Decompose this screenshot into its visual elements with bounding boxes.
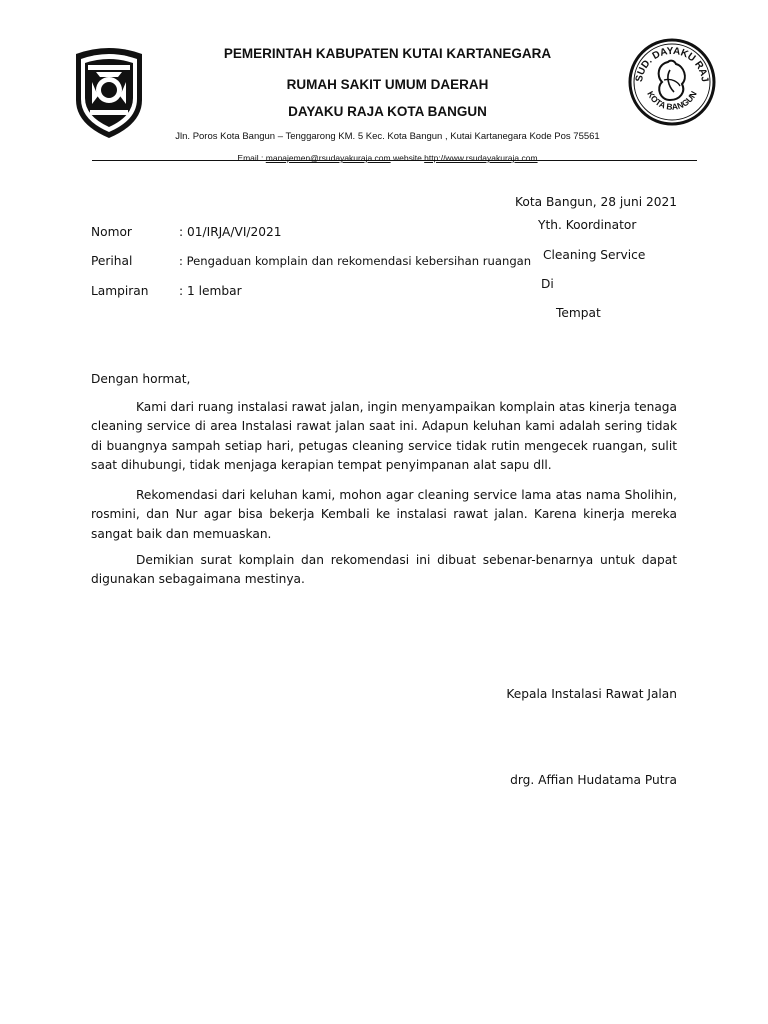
recipient-line-3: Di xyxy=(541,277,554,291)
place-date: Kota Bangun, 28 juni 2021 xyxy=(515,195,677,209)
hospital-name: DAYAKU RAJA KOTA BANGUN xyxy=(288,104,487,119)
signatory-title: Kepala Instalasi Rawat Jalan xyxy=(506,687,677,701)
rsud-dayaku-raja-logo xyxy=(628,36,716,128)
email-label: Email : xyxy=(237,153,266,163)
website-link[interactable]: http://www.rsudayakuraja.com xyxy=(424,153,538,163)
hospital-address: Jln. Poros Kota Bangun – Tenggarong KM. 5 Kec. Kota Bangun , Kutai Kartanegara Kode Pos 75561 xyxy=(175,131,600,142)
svg-text:RSUD. DAYAKU RAJA xyxy=(628,36,710,83)
recipient-line-4: Tempat xyxy=(556,306,601,320)
kutai-kartanegara-logo xyxy=(68,44,150,140)
recipient-line-1: Yth. Koordinator xyxy=(538,218,637,232)
body-paragraph-1: Kami dari ruang instalasi rawat jalan, ingin menyampaikan komplain atas kinerja tenaga cleaning service di area Instalasi rawat jalan saat ini. Adapun keluhan kami adalah sering tidak di buangnya sampah setiap hari, petugas cleaning service tidak rutin mengecek ruangan, sulit saat dihubungi, tidak menjaga kerapian tempat penyimpanan alat sapu dll. xyxy=(91,400,677,472)
meta-value-lampiran: : 1 lembar xyxy=(179,284,242,298)
website-label: website xyxy=(390,153,425,163)
signatory-name: drg. Affian Hudatama Putra xyxy=(510,773,677,787)
hospital-contact xyxy=(150,153,625,163)
recipient-line-2: Cleaning Service xyxy=(543,248,646,262)
logo-bottom-text: KOTA BANGUN xyxy=(645,89,699,112)
meta-label-nomor: Nomor xyxy=(91,225,132,239)
email-link[interactable]: manajemen@rsudayakuraja.com xyxy=(265,153,391,163)
body-paragraph-3: Demikian surat komplain dan rekomendasi ini dibuat sebenar-benarnya untuk dapat digunakan sebagaimana mestinya. xyxy=(91,553,677,587)
meta-label-perihal: Perihal xyxy=(91,254,133,268)
hospital-type: RUMAH SAKIT UMUM DAERAH xyxy=(286,77,489,92)
meta-value-nomor: : 01/IRJA/VI/2021 xyxy=(179,225,282,239)
salutation: Dengan hormat, xyxy=(91,372,191,386)
government-name: PEMERINTAH KABUPATEN KUTAI KARTANEGARA xyxy=(223,46,552,61)
body-paragraph-2: Rekomendasi dari keluhan kami, mohon agar cleaning service lama atas nama Sholihin, rosmini, dan Nur agar bisa bekerja Kembali ke instalasi rawat jalan. Karena kinerja mereka sangat baik dan memuaskan. xyxy=(91,488,677,541)
letterhead-divider xyxy=(92,160,697,161)
meta-label-lampiran: Lampiran xyxy=(91,284,149,298)
logo-top-text: SUD. DAYAKU RAJ xyxy=(633,45,710,83)
meta-value-perihal: : Pengaduan komplain dan rekomendasi kebersihan ruangan xyxy=(179,254,532,268)
